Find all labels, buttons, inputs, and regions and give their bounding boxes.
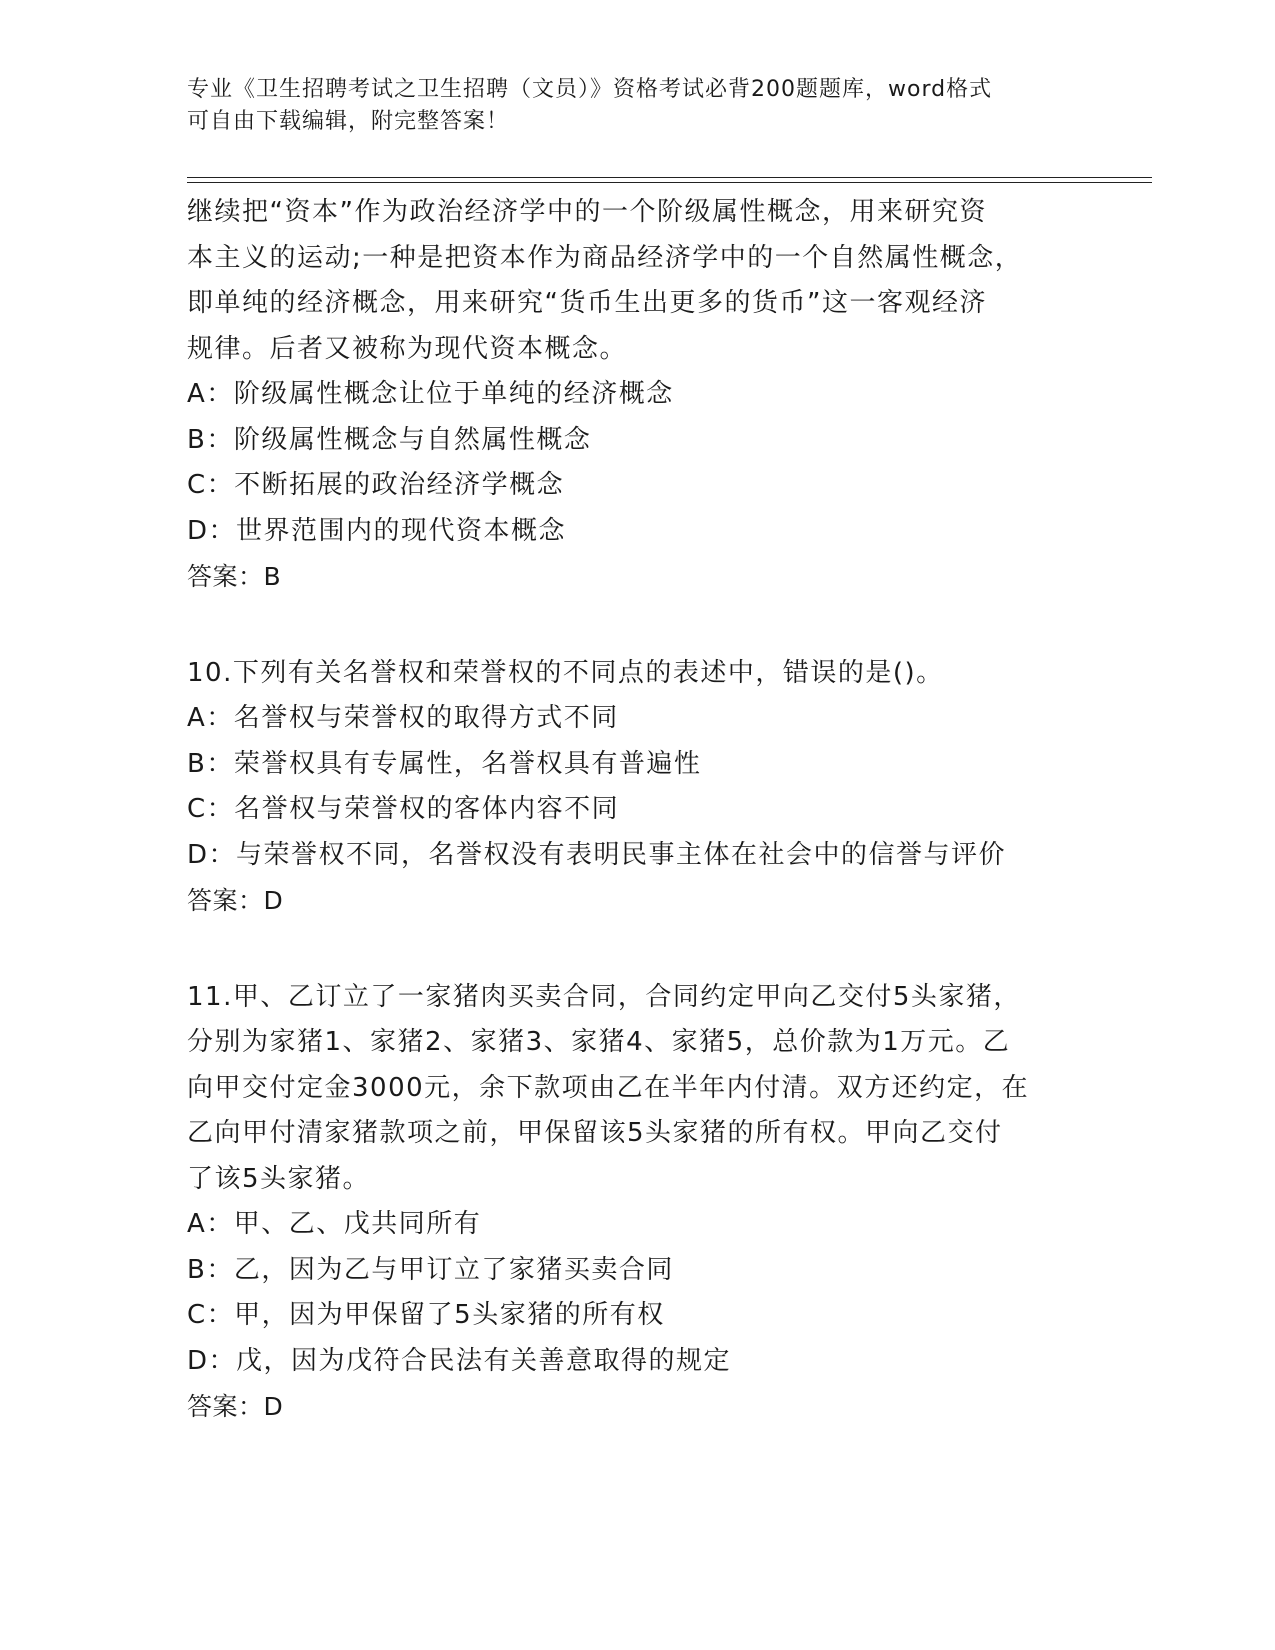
question-text-line: 即单纯的经济概念，用来研究“货币生出更多的货币”这一客观经济 — [187, 288, 987, 318]
question-text-line: 本主义的运动;一种是把资本作为商品经济学中的一个自然属性概念， — [187, 242, 1023, 273]
question-list — [187, 190, 1087, 1430]
answer-label: 答案：B — [187, 562, 282, 591]
question-text-line: 分别为家猪1、家猪2、家猪3、家猪4、家猪5，总价款为1万元。乙 — [187, 1027, 1011, 1057]
question-text-line: 11.甲、乙订立了一家猪肉买卖合同，合同约定甲向乙交付5头家猪， — [187, 981, 1021, 1012]
header-title-line-1: 专业《卫生招聘考试之卫生招聘（文员）》资格考试必背200题题库，word格式 — [187, 77, 993, 102]
option-c: C：名誉权与荣誉权的客体内容不同 — [187, 794, 620, 824]
option-b: B：荣誉权具有专属性，名誉权具有普遍性 — [187, 748, 702, 779]
question-10 — [187, 651, 1087, 924]
option-a: A：阶级属性概念让位于单纯的经济概念 — [187, 379, 674, 409]
question-text-line: 10.下列有关名誉权和荣誉权的不同点的表述中，错误的是()。 — [187, 657, 944, 688]
header-divider-bottom — [187, 182, 1152, 183]
option-d: D：世界范围内的现代资本概念 — [187, 515, 567, 546]
option-d: D：戊，因为戊符合民法有关善意取得的规定 — [187, 1345, 732, 1376]
option-a: A：名誉权与荣誉权的取得方式不同 — [187, 703, 619, 733]
question-text-line: 乙向甲付清家猪款项之前，甲保留该5头家猪的所有权。甲向乙交付 — [187, 1118, 1003, 1148]
question-text-line: 继续把“资本”作为政治经济学中的一个阶级属性概念，用来研究资 — [187, 197, 987, 227]
option-b: B：阶级属性概念与自然属性概念 — [187, 424, 592, 455]
question-text-line: 向甲交付定金3000元，余下款项由乙在半年内付清。双方还约定，在 — [187, 1072, 1030, 1103]
option-b: B：乙，因为乙与甲订立了家猪买卖合同 — [187, 1254, 674, 1285]
option-c: C：不断拓展的政治经济学概念 — [187, 470, 565, 500]
question-11 — [187, 975, 1087, 1430]
question-text-line: 规律。后者又被称为现代资本概念。 — [187, 333, 628, 364]
question-9 — [187, 190, 1087, 600]
answer-label: 答案：D — [187, 886, 284, 915]
document-header — [187, 74, 1067, 138]
question-text-line: 了该5头家猪。 — [187, 1163, 371, 1194]
header-title-line-2: 可自由下载编辑，附完整答案！ — [187, 109, 510, 134]
header-divider-top — [187, 177, 1152, 178]
option-a: A：甲、乙、戊共同所有 — [187, 1209, 482, 1239]
option-d: D：与荣誉权不同，名誉权没有表明民事主体在社会中的信誉与评价 — [187, 839, 1007, 870]
answer-label: 答案：D — [187, 1392, 284, 1421]
option-c: C：甲，因为甲保留了5头家猪的所有权 — [187, 1300, 665, 1330]
